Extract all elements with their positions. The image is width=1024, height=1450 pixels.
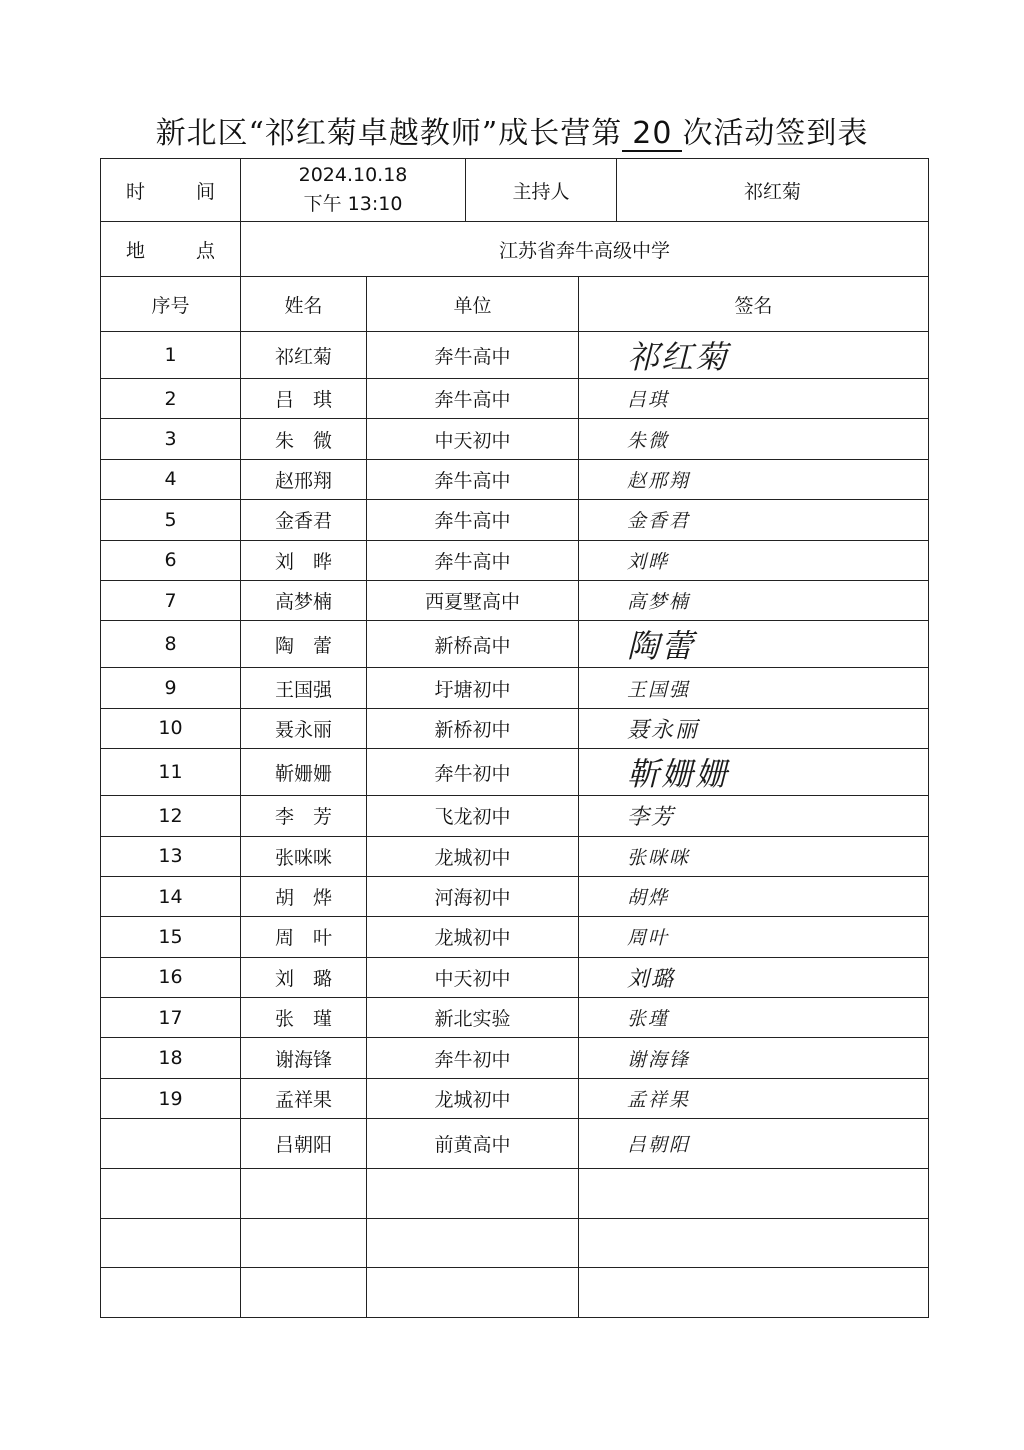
row-name: 胡 烨 bbox=[241, 876, 367, 916]
row-seq bbox=[101, 1169, 241, 1219]
row-unit: 前黄高中 bbox=[367, 1119, 579, 1169]
row-signature: 祁红菊 bbox=[579, 332, 929, 379]
row-unit: 奔牛高中 bbox=[367, 332, 579, 379]
table-row bbox=[101, 796, 929, 836]
row-name: 金香君 bbox=[241, 500, 367, 540]
place-label: 地 点 bbox=[101, 222, 241, 277]
row-unit: 飞龙初中 bbox=[367, 796, 579, 836]
row-seq: 6 bbox=[101, 540, 241, 580]
table-row bbox=[101, 1268, 929, 1318]
row-seq: 16 bbox=[101, 957, 241, 997]
row-unit: 龙城初中 bbox=[367, 1078, 579, 1118]
row-unit: 奔牛高中 bbox=[367, 500, 579, 540]
row-name: 谢海锋 bbox=[241, 1038, 367, 1078]
row-signature: 高梦楠 bbox=[579, 580, 929, 620]
table-row bbox=[101, 876, 929, 916]
row-seq bbox=[101, 1218, 241, 1268]
table-row bbox=[101, 1038, 929, 1078]
table-row bbox=[101, 1218, 929, 1268]
info-section bbox=[101, 159, 929, 332]
row-unit: 奔牛初中 bbox=[367, 1038, 579, 1078]
row-signature: 朱微 bbox=[579, 419, 929, 459]
row-signature: 吕琪 bbox=[579, 379, 929, 419]
row-signature bbox=[579, 1268, 929, 1318]
row-seq bbox=[101, 1119, 241, 1169]
unit-header: 单位 bbox=[367, 277, 579, 332]
row-name: 王国强 bbox=[241, 668, 367, 708]
row-seq: 13 bbox=[101, 836, 241, 876]
table-row bbox=[101, 836, 929, 876]
table-row bbox=[101, 540, 929, 580]
host-name: 祁红菊 bbox=[617, 159, 929, 222]
title-suffix: 次活动签到表 bbox=[682, 116, 869, 151]
row-signature: 赵邢翔 bbox=[579, 459, 929, 499]
row-signature: 王国强 bbox=[579, 668, 929, 708]
row-seq: 5 bbox=[101, 500, 241, 540]
table-row bbox=[101, 459, 929, 499]
row-name: 朱 微 bbox=[241, 419, 367, 459]
table-row bbox=[101, 749, 929, 796]
row-name: 孟祥果 bbox=[241, 1078, 367, 1118]
row-name bbox=[241, 1218, 367, 1268]
row-unit: 中天初中 bbox=[367, 419, 579, 459]
table-row bbox=[101, 708, 929, 748]
row-seq: 14 bbox=[101, 876, 241, 916]
row-name: 刘 璐 bbox=[241, 957, 367, 997]
row-seq: 8 bbox=[101, 621, 241, 668]
table-row bbox=[101, 917, 929, 957]
attendee-rows bbox=[101, 332, 929, 1318]
row-seq: 7 bbox=[101, 580, 241, 620]
row-name: 祁红菊 bbox=[241, 332, 367, 379]
row-signature: 聂永丽 bbox=[579, 708, 929, 748]
session-number: 20 bbox=[622, 117, 682, 152]
row-unit: 河海初中 bbox=[367, 876, 579, 916]
table-row bbox=[101, 998, 929, 1038]
column-header-row bbox=[101, 277, 929, 332]
row-name: 刘 晔 bbox=[241, 540, 367, 580]
row-signature: 靳姗姗 bbox=[579, 749, 929, 796]
row-seq: 4 bbox=[101, 459, 241, 499]
table-row bbox=[101, 580, 929, 620]
time-row bbox=[101, 159, 929, 222]
row-unit: 中天初中 bbox=[367, 957, 579, 997]
row-name: 李 芳 bbox=[241, 796, 367, 836]
row-name: 高梦楠 bbox=[241, 580, 367, 620]
table-row bbox=[101, 957, 929, 997]
row-unit: 新桥高中 bbox=[367, 621, 579, 668]
row-name: 周 叶 bbox=[241, 917, 367, 957]
row-unit: 西夏墅高中 bbox=[367, 580, 579, 620]
row-unit: 新北实验 bbox=[367, 998, 579, 1038]
table-row bbox=[101, 668, 929, 708]
place-row bbox=[101, 222, 929, 277]
row-signature: 胡烨 bbox=[579, 876, 929, 916]
row-unit bbox=[367, 1268, 579, 1318]
row-seq: 17 bbox=[101, 998, 241, 1038]
row-signature: 周叶 bbox=[579, 917, 929, 957]
table-row bbox=[101, 419, 929, 459]
row-unit: 奔牛高中 bbox=[367, 540, 579, 580]
row-name bbox=[241, 1268, 367, 1318]
name-header: 姓名 bbox=[241, 277, 367, 332]
row-seq: 10 bbox=[101, 708, 241, 748]
event-time: 下午 13:10 bbox=[303, 193, 403, 215]
row-seq: 15 bbox=[101, 917, 241, 957]
row-name: 张咪咪 bbox=[241, 836, 367, 876]
row-seq: 11 bbox=[101, 749, 241, 796]
row-seq: 9 bbox=[101, 668, 241, 708]
row-signature: 刘晔 bbox=[579, 540, 929, 580]
row-signature: 李芳 bbox=[579, 796, 929, 836]
row-unit: 奔牛高中 bbox=[367, 379, 579, 419]
time-label: 时 间 bbox=[101, 159, 241, 222]
date-time-cell bbox=[241, 159, 466, 222]
row-unit: 龙城初中 bbox=[367, 917, 579, 957]
row-unit: 新桥初中 bbox=[367, 708, 579, 748]
row-unit bbox=[367, 1169, 579, 1219]
place-value: 江苏省奔牛高级中学 bbox=[241, 222, 929, 277]
row-seq: 18 bbox=[101, 1038, 241, 1078]
row-name: 张 瑾 bbox=[241, 998, 367, 1038]
row-signature: 吕朝阳 bbox=[579, 1119, 929, 1169]
row-seq: 12 bbox=[101, 796, 241, 836]
host-label: 主持人 bbox=[466, 159, 617, 222]
row-unit: 圩塘初中 bbox=[367, 668, 579, 708]
row-signature: 陶蕾 bbox=[579, 621, 929, 668]
row-signature bbox=[579, 1169, 929, 1219]
row-signature: 金香君 bbox=[579, 500, 929, 540]
row-signature: 张咪咪 bbox=[579, 836, 929, 876]
row-name bbox=[241, 1169, 367, 1219]
title-prefix: 新北区“祁红菊卓越教师”成长营第 bbox=[155, 116, 623, 151]
row-seq bbox=[101, 1268, 241, 1318]
table-row bbox=[101, 332, 929, 379]
row-signature: 刘璐 bbox=[579, 957, 929, 997]
row-unit bbox=[367, 1218, 579, 1268]
row-signature: 张瑾 bbox=[579, 998, 929, 1038]
row-name: 聂永丽 bbox=[241, 708, 367, 748]
table-row bbox=[101, 621, 929, 668]
row-seq: 1 bbox=[101, 332, 241, 379]
signature-header: 签名 bbox=[579, 277, 929, 332]
row-name: 吕朝阳 bbox=[241, 1119, 367, 1169]
table-row bbox=[101, 500, 929, 540]
table-row bbox=[101, 1119, 929, 1169]
row-name: 吕 琪 bbox=[241, 379, 367, 419]
row-signature bbox=[579, 1218, 929, 1268]
seq-header: 序号 bbox=[101, 277, 241, 332]
row-name: 靳姗姗 bbox=[241, 749, 367, 796]
table-row bbox=[101, 1078, 929, 1118]
row-name: 陶 蕾 bbox=[241, 621, 367, 668]
row-name: 赵邢翔 bbox=[241, 459, 367, 499]
sign-in-table bbox=[100, 158, 929, 1318]
row-signature: 孟祥果 bbox=[579, 1078, 929, 1118]
table-row bbox=[101, 379, 929, 419]
table-row bbox=[101, 1169, 929, 1219]
row-unit: 龙城初中 bbox=[367, 836, 579, 876]
row-unit: 奔牛高中 bbox=[367, 459, 579, 499]
row-seq: 2 bbox=[101, 379, 241, 419]
row-seq: 19 bbox=[101, 1078, 241, 1118]
event-date: 2024.10.18 bbox=[298, 164, 408, 186]
sheet-title bbox=[0, 108, 1024, 152]
row-seq: 3 bbox=[101, 419, 241, 459]
row-unit: 奔牛初中 bbox=[367, 749, 579, 796]
row-signature: 谢海锋 bbox=[579, 1038, 929, 1078]
